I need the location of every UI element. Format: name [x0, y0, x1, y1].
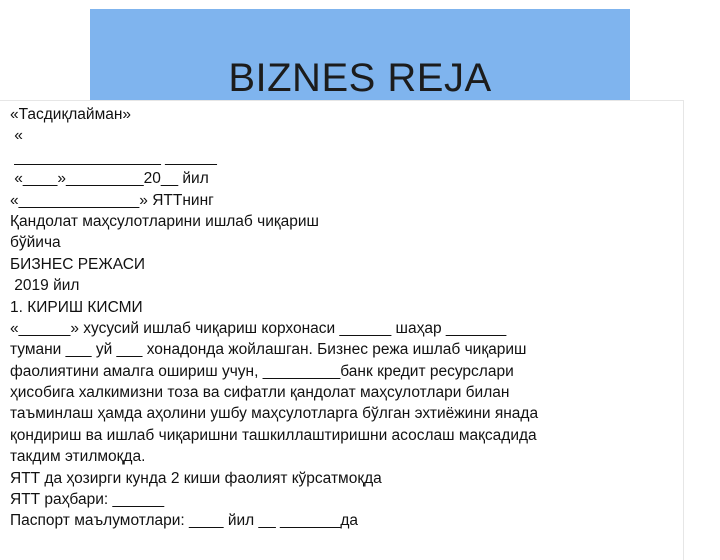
subject-line-1: Қандолат маҳсулотларини ишлаб чиқариш — [10, 212, 319, 230]
section-heading: 1. КИРИШ КИСМИ — [10, 298, 143, 316]
document-body — [10, 104, 680, 532]
paragraph-line-4: ҳисобига халкимизни тоза ва сифатли қандолат маҳсулотлари билан — [10, 384, 510, 402]
document-type-line: БИЗНЕС РЕЖАСИ — [10, 255, 146, 273]
paragraph-line-3: фаолиятини амалга ошириш учун, _________банк кредит ресурслари — [10, 362, 514, 380]
paragraph-line-7: такдим этилмоқда. — [10, 448, 146, 466]
title-banner — [90, 9, 630, 104]
approval-heading: «Тасдиқлайман» — [10, 106, 132, 123]
paragraph-line-1: «______» хусусий ишлаб чиқариш корхонаси ______ шаҳар _______ — [10, 319, 507, 337]
paragraph-line-5: таъминлаш ҳамда аҳолини ушбу маҳсулотларга бўлган эхтиёжини янада — [10, 405, 539, 423]
passport-line: Паспорт маълумотлари: ____ йил __ _______да — [10, 512, 359, 530]
subject-line-2: бўйича — [10, 234, 61, 252]
staff-line: ЯТТ да ҳозирги кунда 2 киши фаолият кўрсатмоқда — [10, 469, 382, 487]
date-line: «____»_________20__ йил — [10, 170, 209, 188]
entrepreneur-line: «______________» ЯТТнинг — [10, 191, 214, 209]
approval-quote-line: « — [10, 127, 23, 145]
paragraph-line-2: тумани ___ уй ___ хонадонда жойлашган. Бизнес режа ишлаб чиқариш — [10, 341, 527, 359]
manager-line: ЯТТ раҳбари: ______ — [10, 491, 165, 509]
year-line: 2019 йил — [10, 277, 80, 295]
paragraph-line-6: қондириш ва ишлаб чиқаришни ташкиллаштиришни асослаш мақсадида — [10, 426, 537, 444]
signature-line: _________________ ______ — [10, 148, 217, 166]
page-title: BIZNES REJA — [228, 56, 492, 100]
